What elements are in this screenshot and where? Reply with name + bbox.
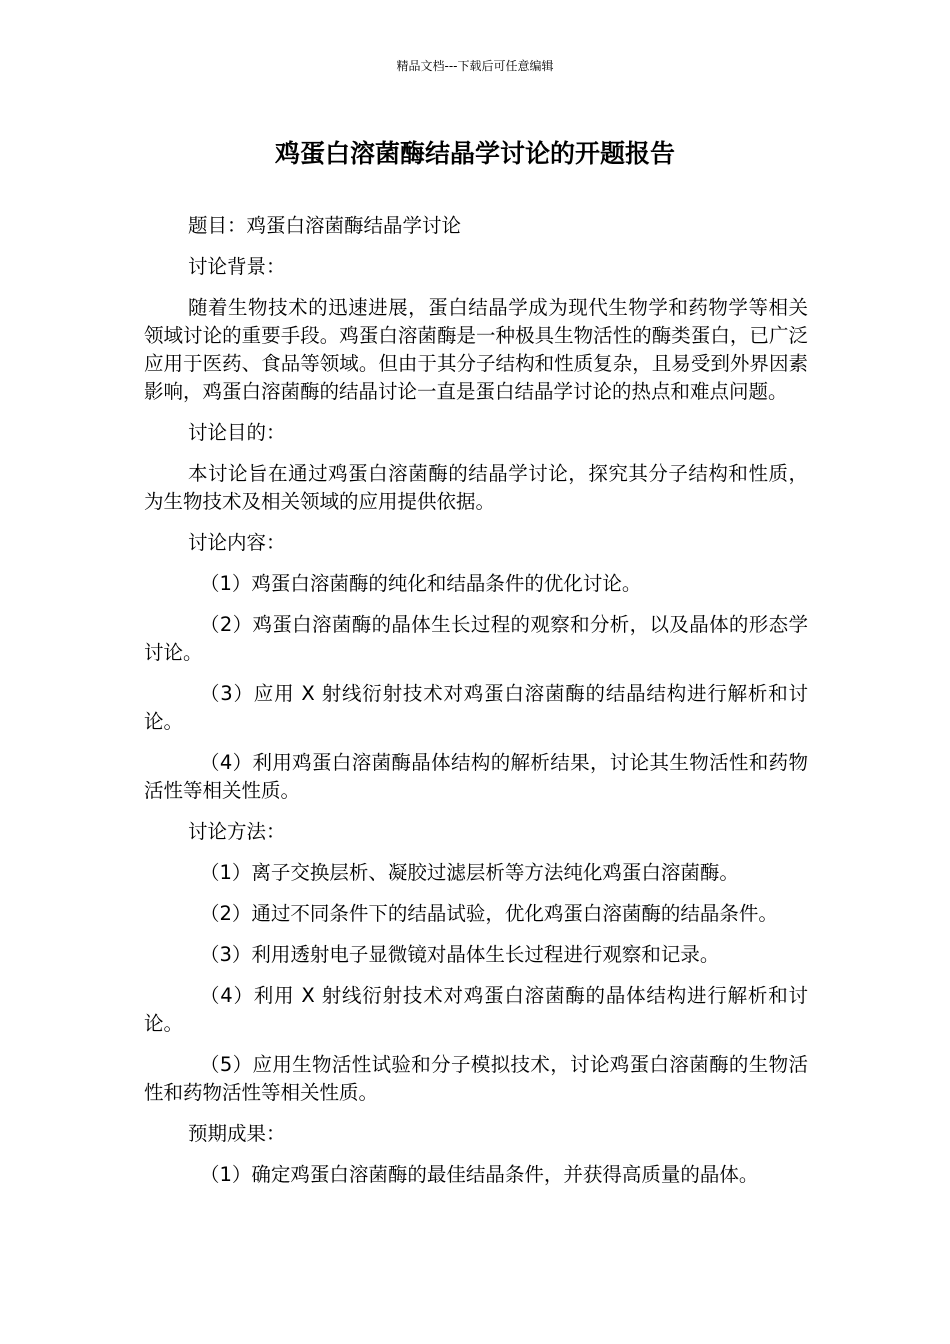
result-item: （1）确定鸡蛋白溶菌酶的最佳结晶条件，并获得高质量的晶体。	[200, 1163, 759, 1186]
method-item: （4）利用 X 射线衍射技术对鸡蛋白溶菌酶的晶体结构进行解析和讨论。	[144, 984, 808, 1035]
method-item: （3）利用透射电子显微镜对晶体生长过程进行观察和记录。	[200, 943, 720, 966]
header-note: 精品文档---下载后可任意编辑	[396, 59, 554, 73]
purpose-paragraph: 本讨论旨在通过鸡蛋白溶菌酶的结晶学讨论，探究其分子结构和性质，为生物技术及相关领域的应用提供依据。	[144, 462, 808, 513]
content-item: （2）鸡蛋白溶菌酶的晶体生长过程的观察和分析，以及晶体的形态学讨论。	[144, 613, 808, 664]
content-heading: 讨论内容：	[188, 531, 286, 554]
content-item: （1）鸡蛋白溶菌酶的纯化和结晶条件的优化讨论。	[200, 572, 642, 595]
content-item: （4）利用鸡蛋白溶菌酶晶体结构的解析结果，讨论其生物活性和药物活性等相关性质。	[144, 751, 808, 802]
method-item: （2）通过不同条件下的结晶试验，优化鸡蛋白溶菌酶的结晶条件。	[200, 902, 778, 925]
document-body	[144, 212, 808, 1202]
method-item: （5）应用生物活性试验和分子模拟技术，讨论鸡蛋白溶菌酶的生物活性和药物活性等相关性质。	[144, 1053, 808, 1104]
purpose-heading: 讨论目的：	[188, 421, 286, 444]
background-heading: 讨论背景：	[188, 255, 286, 278]
results-heading: 预期成果：	[188, 1122, 286, 1145]
background-paragraph: 随着生物技术的迅速进展，蛋白结晶学成为现代生物学和药物学等相关领域讨论的重要手段。鸡蛋白溶菌酶是一种极具生物活性的酶类蛋白，已广泛应用于医药、食品等领域。但由于其分子结构和性质复杂，且易受到外界因素影响，鸡蛋白溶菌酶的结晶讨论一直是蛋白结晶学讨论的热点和难点问题。	[144, 296, 808, 403]
content-item: （3）应用 X 射线衍射技术对鸡蛋白溶菌酶的结晶结构进行解析和讨论。	[144, 682, 808, 733]
document-title: 鸡蛋白溶菌酶结晶学讨论的开题报告	[274, 139, 675, 168]
methods-heading: 讨论方法：	[188, 820, 286, 843]
subject-line: 题目：鸡蛋白溶菌酶结晶学讨论	[188, 214, 462, 237]
method-item: （1）离子交换层析、凝胶过滤层析等方法纯化鸡蛋白溶菌酶。	[200, 861, 739, 884]
